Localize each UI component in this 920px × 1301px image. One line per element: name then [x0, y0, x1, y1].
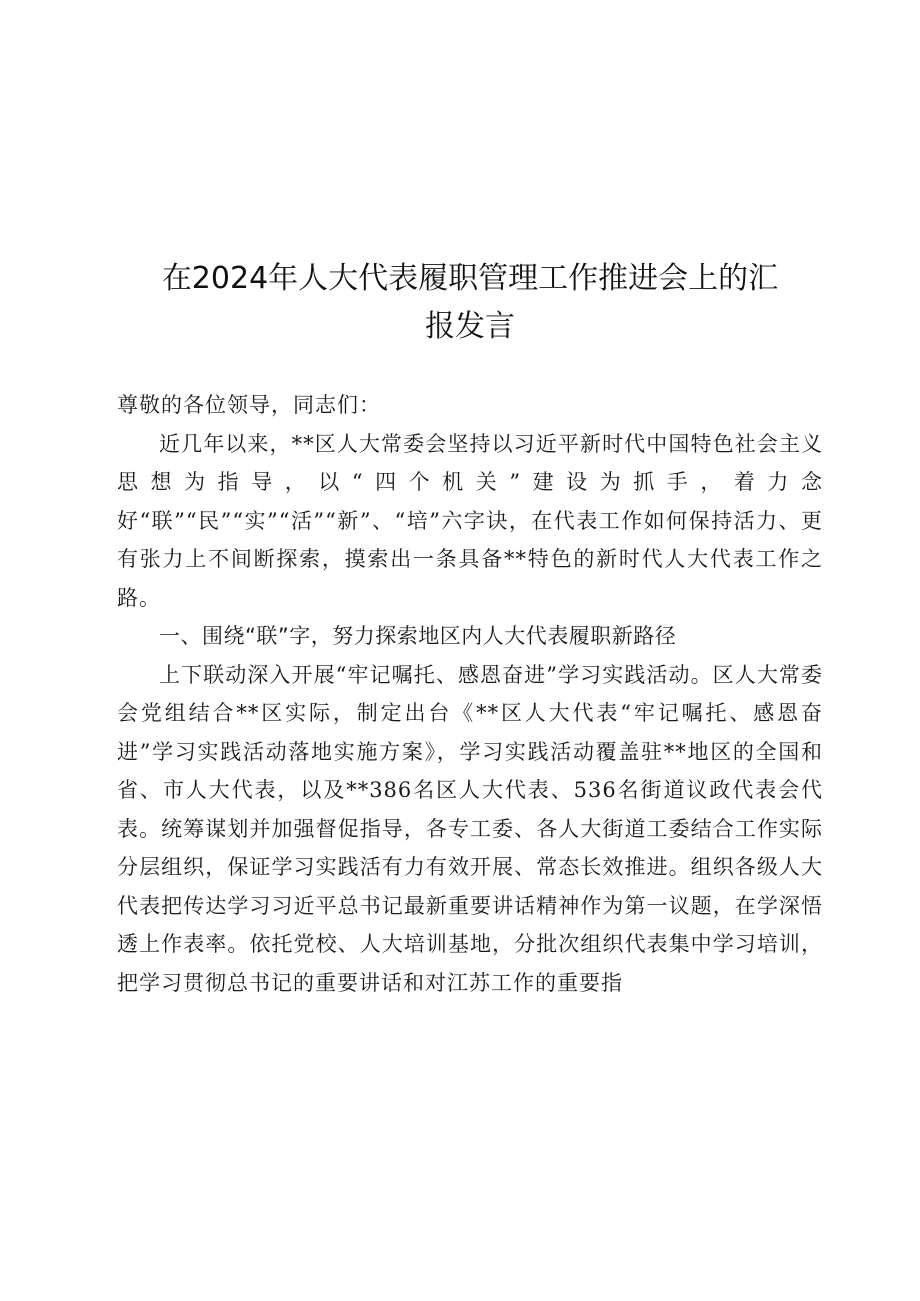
document-body: [117, 386, 823, 1002]
section-heading-1: 一、围绕“联”字，努力探索地区内人大代表履职新路径: [159, 624, 677, 648]
section-1-paragraph: 上下联动深入开展“牢记嘱托、感恩奋进”学习实践活动。区人大常委会党组结合**区实际，制定出台《**区人大代表“牢记嘱托、感恩奋进”学习实践活动落地实施方案》，学习实践活动覆盖驻**地区的全国和省、市人大代表，以及**386名区人大代表、536名街道议政代表会代表。统筹谋划并加强督促指导，各专工委、各人大街道工委结合工作实际分层组织，保证学习实践活有力有效开展、常态长效推进。组织各级人大代表把传达学习习近平总书记最新重要讲话精神作为第一议题，在学深悟透上作表率。依托党校、人大培训基地，分批次组织代表集中学习培训，把学习贯彻总书记的重要讲话和对江苏工作的重要指: [117, 662, 823, 995]
salutation: 尊敬的各位领导，同志们：: [117, 393, 381, 417]
title-line-1: 在2024年人大代表履职管理工作推进会上的汇: [161, 261, 779, 296]
document-title: [110, 255, 830, 351]
title-line-2: 报发言: [425, 309, 515, 344]
intro-paragraph: 近几年以来，**区人大常委会坚持以习近平新时代中国特色社会主义思想为指导，以“四个机关”建设为抓手，着力念好“联”“民”“实”“活”“新”、“培”六字诀，在代表工作如何保持活力、更有张力上不间断探索，摸索出一条具备**特色的新时代人大代表工作之路。: [117, 431, 823, 610]
